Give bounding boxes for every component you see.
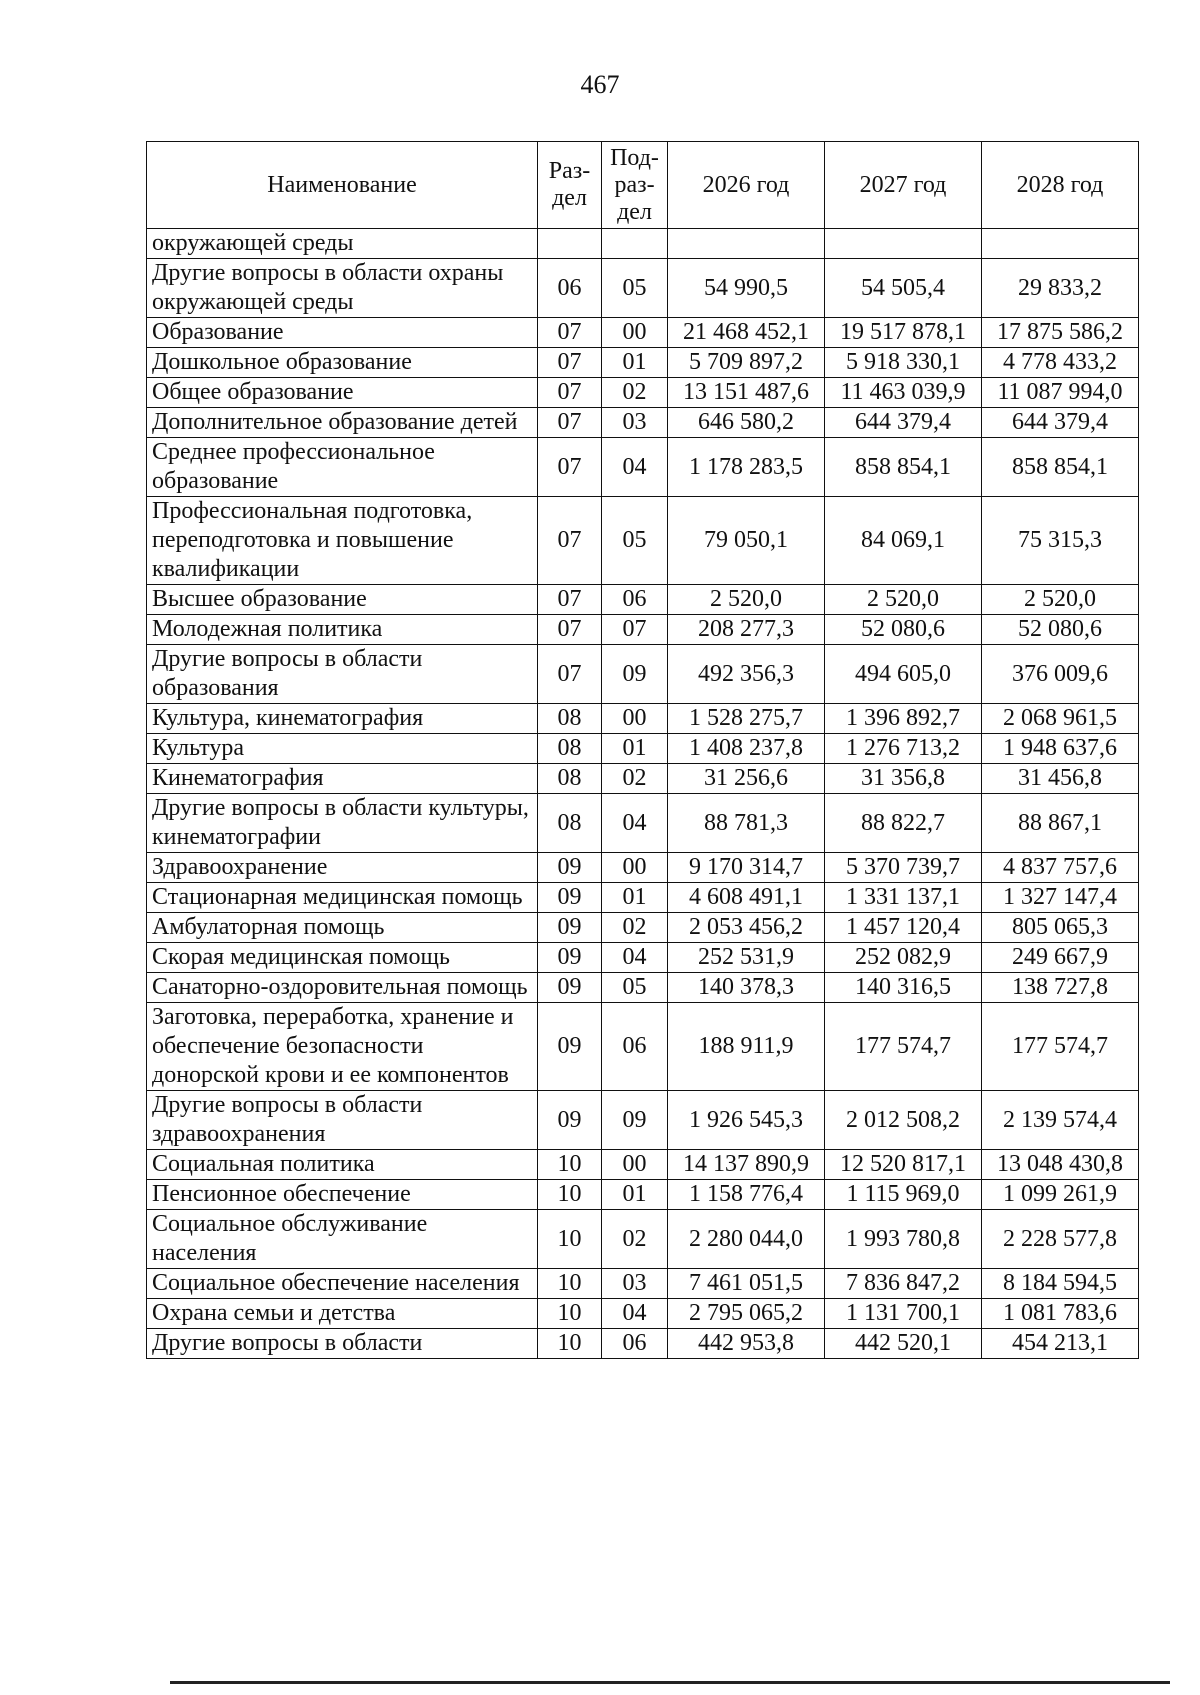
cell-2027 — [825, 229, 982, 259]
table-row — [147, 913, 1139, 943]
cell-2028: 13 048 430,8 — [982, 1150, 1139, 1180]
table-header-row — [147, 142, 1139, 229]
budget-table — [146, 141, 1139, 1359]
cell-subsection: 01 — [602, 734, 668, 764]
cell-subsection: 00 — [602, 853, 668, 883]
cell-2026: 208 277,3 — [668, 615, 825, 645]
cell-2026: 646 580,2 — [668, 408, 825, 438]
cell-2028: 2 139 574,4 — [982, 1091, 1139, 1150]
cell-2028: 1 081 783,6 — [982, 1299, 1139, 1329]
table-row — [147, 973, 1139, 1003]
cell-subsection: 09 — [602, 645, 668, 704]
cell-section: 07 — [538, 348, 602, 378]
cell-subsection: 06 — [602, 585, 668, 615]
cell-name: Молодежная политика — [147, 615, 538, 645]
cell-2027: 858 854,1 — [825, 438, 982, 497]
header-name: Наименование — [147, 142, 538, 229]
cell-2027: 442 520,1 — [825, 1329, 982, 1359]
cell-2028: 376 009,6 — [982, 645, 1139, 704]
cell-2028: 138 727,8 — [982, 973, 1139, 1003]
cell-subsection: 03 — [602, 1269, 668, 1299]
cell-2026: 2 053 456,2 — [668, 913, 825, 943]
cell-name: окружающей среды — [147, 229, 538, 259]
cell-subsection: 04 — [602, 1299, 668, 1329]
cell-2027: 2 520,0 — [825, 585, 982, 615]
header-section-label: Раз- дел — [548, 158, 591, 211]
cell-section: 09 — [538, 973, 602, 1003]
cell-subsection — [602, 229, 668, 259]
cell-2028: 88 867,1 — [982, 794, 1139, 853]
cell-2027: 11 463 039,9 — [825, 378, 982, 408]
cell-name: Культура, кинематография — [147, 704, 538, 734]
page-number: 467 — [580, 70, 620, 99]
cell-2026: 1 926 545,3 — [668, 1091, 825, 1150]
table-row — [147, 853, 1139, 883]
cell-2027: 52 080,6 — [825, 615, 982, 645]
table-row — [147, 1180, 1139, 1210]
cell-2028: 1 327 147,4 — [982, 883, 1139, 913]
cell-2026: 79 050,1 — [668, 497, 825, 585]
cell-name: Образование — [147, 318, 538, 348]
cell-subsection: 07 — [602, 615, 668, 645]
cell-subsection: 06 — [602, 1003, 668, 1091]
cell-section: 08 — [538, 764, 602, 794]
cell-name: Дополнительное образование детей — [147, 408, 538, 438]
cell-2027: 84 069,1 — [825, 497, 982, 585]
table-row — [147, 1091, 1139, 1150]
cell-section: 07 — [538, 408, 602, 438]
cell-name: Пенсионное обеспечение — [147, 1180, 538, 1210]
cell-name: Кинематография — [147, 764, 538, 794]
table-row — [147, 1003, 1139, 1091]
cell-subsection: 05 — [602, 259, 668, 318]
cell-section: 10 — [538, 1150, 602, 1180]
cell-2028: 4 837 757,6 — [982, 853, 1139, 883]
cell-name: Дошкольное образование — [147, 348, 538, 378]
cell-2026: 2 795 065,2 — [668, 1299, 825, 1329]
cell-section: 09 — [538, 1003, 602, 1091]
header-2027: 2027 год — [825, 142, 982, 229]
cell-name: Другие вопросы в области — [147, 1329, 538, 1359]
cell-name: Социальное обеспечение населения — [147, 1269, 538, 1299]
cell-name: Культура — [147, 734, 538, 764]
cell-subsection: 00 — [602, 1150, 668, 1180]
cell-2027: 1 396 892,7 — [825, 704, 982, 734]
cell-section: 07 — [538, 497, 602, 585]
cell-subsection: 01 — [602, 348, 668, 378]
cell-section: 09 — [538, 883, 602, 913]
cell-2028: 644 379,4 — [982, 408, 1139, 438]
cell-subsection: 01 — [602, 1180, 668, 1210]
cell-2028: 29 833,2 — [982, 259, 1139, 318]
cell-2026: 21 468 452,1 — [668, 318, 825, 348]
cell-section: 07 — [538, 318, 602, 348]
cell-section: 09 — [538, 1091, 602, 1150]
cell-subsection: 02 — [602, 764, 668, 794]
table-row — [147, 883, 1139, 913]
cell-2027: 1 276 713,2 — [825, 734, 982, 764]
cell-2027: 140 316,5 — [825, 973, 982, 1003]
cell-section: 08 — [538, 734, 602, 764]
cell-section: 10 — [538, 1210, 602, 1269]
table-row — [147, 764, 1139, 794]
cell-2027: 5 370 739,7 — [825, 853, 982, 883]
cell-section: 08 — [538, 794, 602, 853]
cell-2028: 11 087 994,0 — [982, 378, 1139, 408]
cell-name: Социальное обслуживание населения — [147, 1210, 538, 1269]
cell-name: Охрана семьи и детства — [147, 1299, 538, 1329]
cell-subsection: 06 — [602, 1329, 668, 1359]
cell-2026: 1 408 237,8 — [668, 734, 825, 764]
cell-2028: 249 667,9 — [982, 943, 1139, 973]
cell-2028: 177 574,7 — [982, 1003, 1139, 1091]
cell-2027: 1 457 120,4 — [825, 913, 982, 943]
cell-section: 09 — [538, 943, 602, 973]
cell-2026: 4 608 491,1 — [668, 883, 825, 913]
cell-name: Здравоохранение — [147, 853, 538, 883]
cell-2027: 252 082,9 — [825, 943, 982, 973]
cell-subsection: 05 — [602, 497, 668, 585]
cell-2027: 1 115 969,0 — [825, 1180, 982, 1210]
cell-2027: 494 605,0 — [825, 645, 982, 704]
table-row — [147, 1299, 1139, 1329]
cell-2026: 14 137 890,9 — [668, 1150, 825, 1180]
cell-2028: 4 778 433,2 — [982, 348, 1139, 378]
cell-subsection: 09 — [602, 1091, 668, 1150]
cell-section: 10 — [538, 1329, 602, 1359]
cell-name: Скорая медицинская помощь — [147, 943, 538, 973]
cell-section: 09 — [538, 853, 602, 883]
table-row — [147, 1210, 1139, 1269]
cell-2026: 442 953,8 — [668, 1329, 825, 1359]
cell-section — [538, 229, 602, 259]
cell-2027: 1 131 700,1 — [825, 1299, 982, 1329]
table-row — [147, 1329, 1139, 1359]
cell-2028: 1 099 261,9 — [982, 1180, 1139, 1210]
cell-2028: 1 948 637,6 — [982, 734, 1139, 764]
cell-2026: 252 531,9 — [668, 943, 825, 973]
cell-2028: 858 854,1 — [982, 438, 1139, 497]
cell-2026: 188 911,9 — [668, 1003, 825, 1091]
cell-subsection: 03 — [602, 408, 668, 438]
cell-subsection: 04 — [602, 438, 668, 497]
header-subsection-label: Под- раз- дел — [610, 144, 659, 225]
cell-2027: 7 836 847,2 — [825, 1269, 982, 1299]
cell-2026 — [668, 229, 825, 259]
cell-2026: 31 256,6 — [668, 764, 825, 794]
table-row — [147, 1150, 1139, 1180]
cell-subsection: 02 — [602, 1210, 668, 1269]
cell-section: 10 — [538, 1269, 602, 1299]
cell-section: 07 — [538, 645, 602, 704]
cell-2026: 5 709 897,2 — [668, 348, 825, 378]
cell-2027: 644 379,4 — [825, 408, 982, 438]
cell-2027: 12 520 817,1 — [825, 1150, 982, 1180]
table-row — [147, 408, 1139, 438]
cell-subsection: 02 — [602, 378, 668, 408]
cell-2027: 5 918 330,1 — [825, 348, 982, 378]
header-section — [538, 142, 602, 229]
cell-2028: 31 456,8 — [982, 764, 1139, 794]
cell-section: 07 — [538, 585, 602, 615]
cell-section: 09 — [538, 913, 602, 943]
cell-2027: 1 331 137,1 — [825, 883, 982, 913]
table-row — [147, 438, 1139, 497]
cell-section: 07 — [538, 378, 602, 408]
cell-2028: 52 080,6 — [982, 615, 1139, 645]
cell-2028: 17 875 586,2 — [982, 318, 1139, 348]
cell-2026: 492 356,3 — [668, 645, 825, 704]
cell-2026: 140 378,3 — [668, 973, 825, 1003]
cell-name: Другие вопросы в области здравоохранения — [147, 1091, 538, 1150]
cell-2026: 1 158 776,4 — [668, 1180, 825, 1210]
cell-subsection: 04 — [602, 794, 668, 853]
cell-name: Высшее образование — [147, 585, 538, 615]
header-2028: 2028 год — [982, 142, 1139, 229]
table-row — [147, 943, 1139, 973]
cell-2028: 2 520,0 — [982, 585, 1139, 615]
scan-edge-line — [170, 1681, 1170, 1684]
cell-2027: 54 505,4 — [825, 259, 982, 318]
cell-2028: 75 315,3 — [982, 497, 1139, 585]
cell-section: 07 — [538, 615, 602, 645]
cell-2026: 88 781,3 — [668, 794, 825, 853]
cell-2027: 88 822,7 — [825, 794, 982, 853]
cell-2027: 19 517 878,1 — [825, 318, 982, 348]
cell-name: Другие вопросы в области культуры, кинематографии — [147, 794, 538, 853]
cell-subsection: 00 — [602, 318, 668, 348]
cell-2027: 1 993 780,8 — [825, 1210, 982, 1269]
header-2026: 2026 год — [668, 142, 825, 229]
cell-subsection: 02 — [602, 913, 668, 943]
cell-name: Заготовка, переработка, хранение и обеспечение безопасности донорской крови и ее компонентов — [147, 1003, 538, 1091]
cell-name: Социальная политика — [147, 1150, 538, 1180]
cell-name: Профессиональная подготовка, переподготовка и повышение квалификации — [147, 497, 538, 585]
cell-2027: 31 356,8 — [825, 764, 982, 794]
cell-2026: 1 178 283,5 — [668, 438, 825, 497]
table-row — [147, 585, 1139, 615]
cell-2026: 7 461 051,5 — [668, 1269, 825, 1299]
cell-section: 10 — [538, 1299, 602, 1329]
cell-name: Другие вопросы в области образования — [147, 645, 538, 704]
cell-2026: 9 170 314,7 — [668, 853, 825, 883]
cell-name: Общее образование — [147, 378, 538, 408]
cell-2026: 1 528 275,7 — [668, 704, 825, 734]
cell-section: 06 — [538, 259, 602, 318]
cell-section: 07 — [538, 438, 602, 497]
table-row — [147, 318, 1139, 348]
cell-2026: 13 151 487,6 — [668, 378, 825, 408]
cell-section: 08 — [538, 704, 602, 734]
table-row — [147, 734, 1139, 764]
cell-name: Другие вопросы в области охраны окружающей среды — [147, 259, 538, 318]
table-row — [147, 497, 1139, 585]
cell-subsection: 04 — [602, 943, 668, 973]
cell-name: Санаторно-оздоровительная помощь — [147, 973, 538, 1003]
cell-subsection: 01 — [602, 883, 668, 913]
table-row — [147, 615, 1139, 645]
header-subsection — [602, 142, 668, 229]
cell-subsection: 05 — [602, 973, 668, 1003]
cell-2028: 2 228 577,8 — [982, 1210, 1139, 1269]
table-row — [147, 645, 1139, 704]
cell-section: 10 — [538, 1180, 602, 1210]
cell-2028: 454 213,1 — [982, 1329, 1139, 1359]
table-row — [147, 704, 1139, 734]
cell-name: Амбулаторная помощь — [147, 913, 538, 943]
table-row — [147, 229, 1139, 259]
table-row — [147, 259, 1139, 318]
cell-2026: 54 990,5 — [668, 259, 825, 318]
table-row — [147, 378, 1139, 408]
cell-2028: 805 065,3 — [982, 913, 1139, 943]
table-row — [147, 348, 1139, 378]
table-row — [147, 1269, 1139, 1299]
table-row — [147, 794, 1139, 853]
cell-2028: 2 068 961,5 — [982, 704, 1139, 734]
cell-2028: 8 184 594,5 — [982, 1269, 1139, 1299]
cell-2026: 2 280 044,0 — [668, 1210, 825, 1269]
cell-name: Среднее профессиональное образование — [147, 438, 538, 497]
cell-2027: 2 012 508,2 — [825, 1091, 982, 1150]
cell-2026: 2 520,0 — [668, 585, 825, 615]
cell-2027: 177 574,7 — [825, 1003, 982, 1091]
cell-2028 — [982, 229, 1139, 259]
cell-name: Стационарная медицинская помощь — [147, 883, 538, 913]
cell-subsection: 00 — [602, 704, 668, 734]
